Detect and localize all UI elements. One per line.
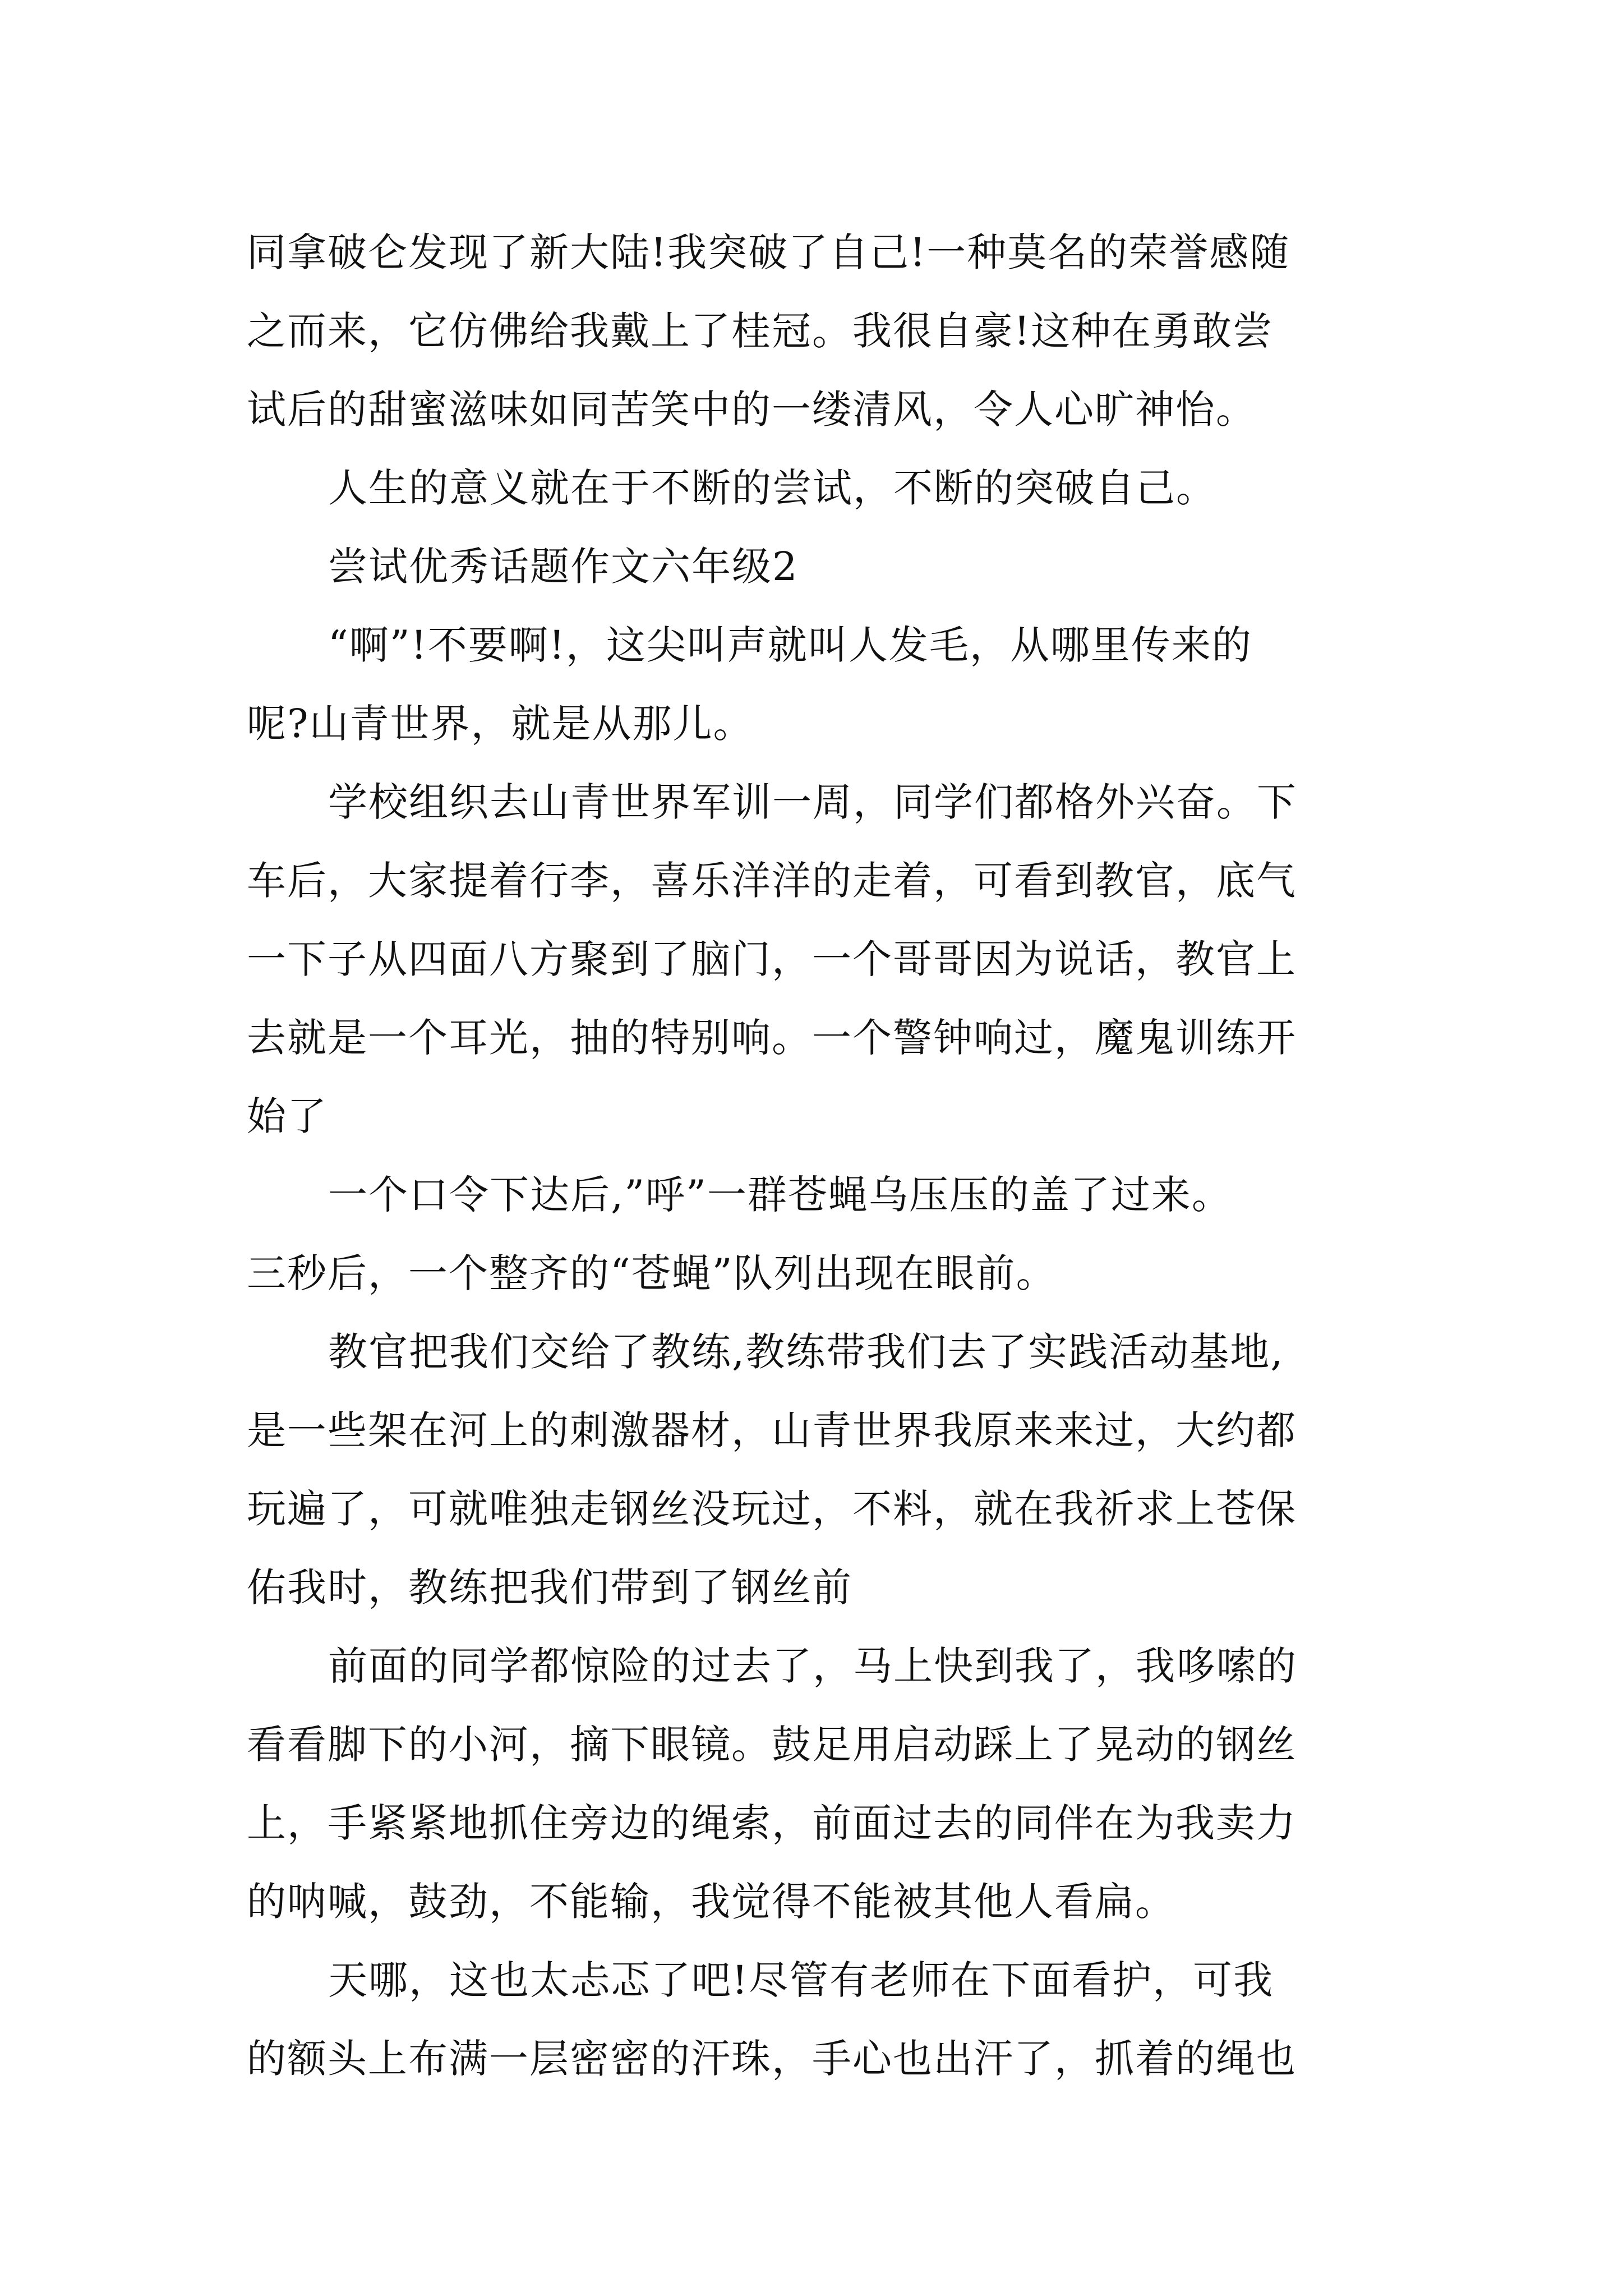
text-line: 佑我时，教练把我们带到了钢丝前 — [247, 1565, 852, 1611]
text-line: 一下子从四面八方聚到了脑门，一个哥哥因为说话，教官上 — [247, 936, 1297, 982]
paragraph-first-line: 学校组织去山青世界军训一周，同学们都格外兴奋。下 — [328, 779, 1297, 825]
text-line: 上，手紧紧地抓住旁边的绳索，前面过去的同伴在为我卖力 — [247, 1800, 1297, 1846]
paragraph-first-line: 天哪，这也太忐忑了吧!尽管有老师在下面看护，可我 — [328, 1957, 1274, 2003]
paragraph-first-line: 人生的意义就在于不断的尝试，不断的突破自己。 — [328, 465, 1216, 511]
text-line: 呢?山青世界，就是从那儿。 — [247, 701, 754, 747]
text-line: 试后的甜蜜滋味如同苦笑中的一缕清风，令人心旷神怡。 — [247, 386, 1256, 432]
text-line: 始了 — [247, 1093, 328, 1139]
text-line: 三秒后，一个整齐的“苍蝇”队列出现在眼前。 — [247, 1250, 1057, 1296]
text-line: 的额头上布满一层密密的汗珠，手心也出汗了，抓着的绳也 — [247, 2036, 1297, 2082]
paragraph-first-line: 前面的同学都惊险的过去了，马上快到我了，我哆嗦的 — [328, 1643, 1297, 1689]
text-line: 去就是一个耳光，抽的特别响。一个警钟响过，魔鬼训练开 — [247, 1015, 1297, 1061]
paragraph-first-line: 一个口令下达后,”呼”一群苍蝇乌压压的盖了过来。 — [328, 1172, 1232, 1218]
text-line: 玩遍了，可就唯独走钢丝没玩过，不料，就在我祈求上苍保 — [247, 1486, 1297, 1532]
text-line: 之而来，它仿佛给我戴上了桂冠。我很自豪!这种在勇敢尝 — [247, 308, 1274, 354]
document-body — [247, 213, 1391, 2098]
paragraph-first-line: “啊”!不要啊!，这尖叫声就叫人发毛，从哪里传来的 — [328, 622, 1252, 668]
text-line: 车后，大家提着行李，喜乐洋洋的走着，可看到教官，底气 — [247, 858, 1297, 904]
text-line: 同拿破仑发现了新大陆!我突破了自己!一种莫名的荣誉感随 — [247, 229, 1290, 275]
text-line: 是一些架在河上的刺激器材，山青世界我原来来过，大约都 — [247, 1407, 1297, 1453]
section-heading: 尝试优秀话题作文六年级2 — [328, 544, 799, 590]
paragraph-first-line: 教官把我们交给了教练,教练带我们去了实践活动基地, — [328, 1329, 1284, 1375]
text-line: 的呐喊，鼓劲，不能输，我觉得不能被其他人看扁。 — [247, 1879, 1175, 1925]
text-line: 看看脚下的小河，摘下眼镜。鼓足用启动踩上了晃动的钢丝 — [247, 1722, 1297, 1768]
